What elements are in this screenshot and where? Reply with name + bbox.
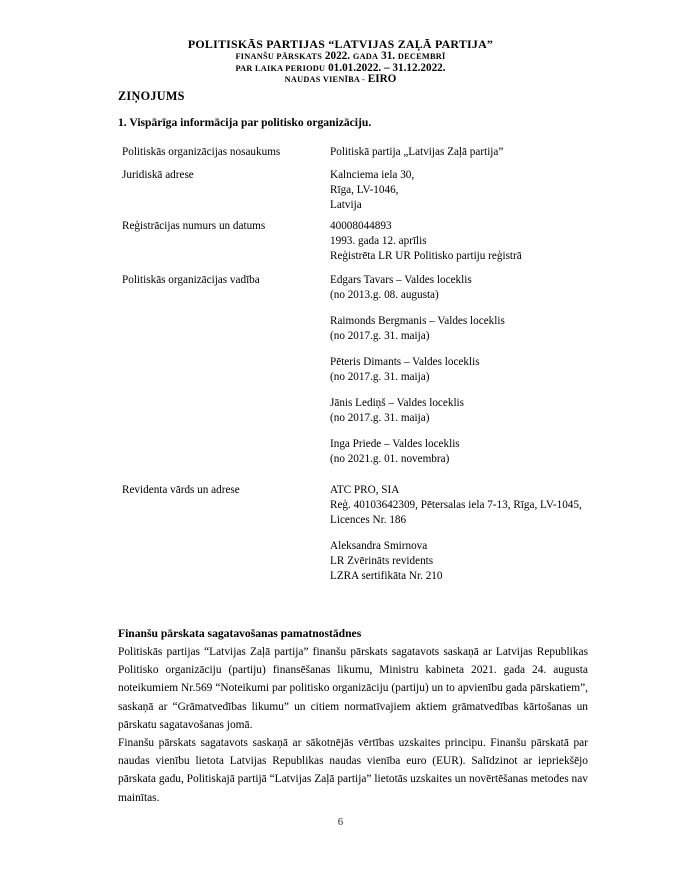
board-member (330, 396, 584, 426)
board-member-name: Pēteris Dimants – Valdes loceklis (330, 355, 480, 368)
principles-section (118, 625, 588, 807)
board-member (330, 437, 584, 467)
info-row-registration (122, 219, 584, 264)
row-value (330, 219, 584, 264)
report-date-label-1: FINANŠU PĀRSKATS (235, 52, 323, 61)
auditor-company (330, 483, 584, 528)
value-line: Aleksandra Smirnova (330, 539, 428, 552)
board-member (330, 355, 584, 385)
info-row-board (122, 273, 584, 467)
report-date-label-2: GADA (352, 52, 379, 61)
board-member-since: (no 2017.g. 31. maija) (330, 411, 430, 424)
currency-line (0, 74, 681, 86)
row-label: Politiskās organizācijas nosaukums (122, 145, 281, 158)
value-line: 1993. gada 12. aprīlis (330, 234, 427, 247)
info-row-auditor (122, 483, 584, 584)
board-member (330, 314, 584, 344)
period-label: PAR LAIKA PERIODU (235, 63, 326, 73)
row-value (330, 168, 584, 213)
principles-paragraph: Politiskās partijas “Latvijas Zaļā partija” finanšu pārskats sagatavots saskaņā ar Latvijas Republikas Politisko organizāciju (partiju) finansēšanas likumu, Ministru kabineta 2021. gada 24. augusta noteikumiem Nr.569 “Noteikumi par politisko organizāciju (partiju) un to apvienību gada pārskatiem”, saskaņā ar “Grāmatvedības likumu” un citiem normatīvajiem aktiem grāmatvedības kārtošanas un pārskatu sagatavošanas jomā. (118, 645, 588, 731)
value-line: Licences Nr. 186 (330, 513, 407, 526)
section1-heading: 1. Vispārīga informācija par politisko organizāciju. (118, 115, 372, 129)
board-member-name: Edgars Tavars – Valdes loceklis (330, 273, 472, 286)
period-line (0, 63, 681, 75)
board-member-since: (no 2013.g. 08. augusta) (330, 288, 439, 301)
value-line: Kalnciema iela 30, (330, 168, 415, 181)
board-member-name: Raimonds Bergmanis – Valdes loceklis (330, 314, 505, 327)
value-line: ATC PRO, SIA (330, 483, 400, 496)
value-line: Politiskā partija „Latvijas Zaļā partija” (330, 145, 504, 158)
board-member-since: (no 2017.g. 31. maija) (330, 370, 430, 383)
currency-value: EIRO (367, 73, 397, 86)
value-line: Rīga, LV-1046, (330, 183, 399, 196)
value-line: LR Zvērināts revidents (330, 554, 434, 567)
info-row-name (122, 145, 584, 160)
value-line: Reģ. 40103642309, Pētersalas iela 7-13, Rīga, LV-1045, (330, 498, 582, 511)
page-number: 6 (337, 816, 344, 828)
document-header (0, 0, 681, 86)
value-line: 40008044893 (330, 219, 392, 232)
value-line: Reģistrēta LR UR Politisko partiju reģistrā (330, 249, 522, 262)
row-label: Politiskās organizācijas vadība (122, 273, 260, 286)
row-label: Juridiskā adrese (122, 168, 194, 181)
board-member (330, 273, 584, 303)
board-member-name: Inga Priede – Valdes loceklis (330, 437, 460, 450)
period-value: 01.01.2022. – 31.12.2022. (328, 61, 446, 74)
row-value (330, 483, 584, 584)
value-line: LZRA sertifikāta Nr. 210 (330, 569, 443, 582)
board-member-name: Jānis Lediņš – Valdes loceklis (330, 396, 465, 409)
report-year: 2022. (324, 50, 351, 62)
board-member-since: (no 2017.g. 31. maija) (330, 329, 430, 342)
value-line: Latvija (330, 198, 362, 211)
auditor-person (330, 539, 584, 584)
row-label: Reģistrācijas numurs un datums (122, 219, 266, 232)
report-date-label-3: DECEMBRĪ (397, 52, 446, 61)
info-row-address (122, 168, 584, 213)
row-value (330, 145, 584, 160)
currency-label: NAUDAS VIENĪBA - (284, 75, 365, 85)
general-info-table (122, 145, 584, 584)
row-value (330, 273, 584, 467)
principles-heading: Finanšu pārskata sagatavošanas pamatnostādnes (118, 626, 362, 640)
report-title: ZIŅOJUMS (118, 88, 185, 103)
board-member-since: (no 2021.g. 01. novembra) (330, 452, 450, 465)
principles-paragraph: Finanšu pārskats sagatavots saskaņā ar sākotnējās vērtības uzskaites principu. Finanšu pārskatā par naudas vienību lietota Latvijas Republikas naudas vienība euro (EUR). Salīdzinot ar iepriekšējo pārskata gadu, Politiskajā partijā “Latvijas Zaļā partija” lietotās uzskaites un novērtēšanas metodes nav mainītas. (118, 737, 588, 804)
report-day: 31. (381, 50, 396, 62)
party-title: POLITISKĀS PARTIJAS “LATVIJAS ZAĻĀ PARTIJA” (187, 37, 494, 51)
row-label: Revidenta vārds un adrese (122, 483, 240, 496)
